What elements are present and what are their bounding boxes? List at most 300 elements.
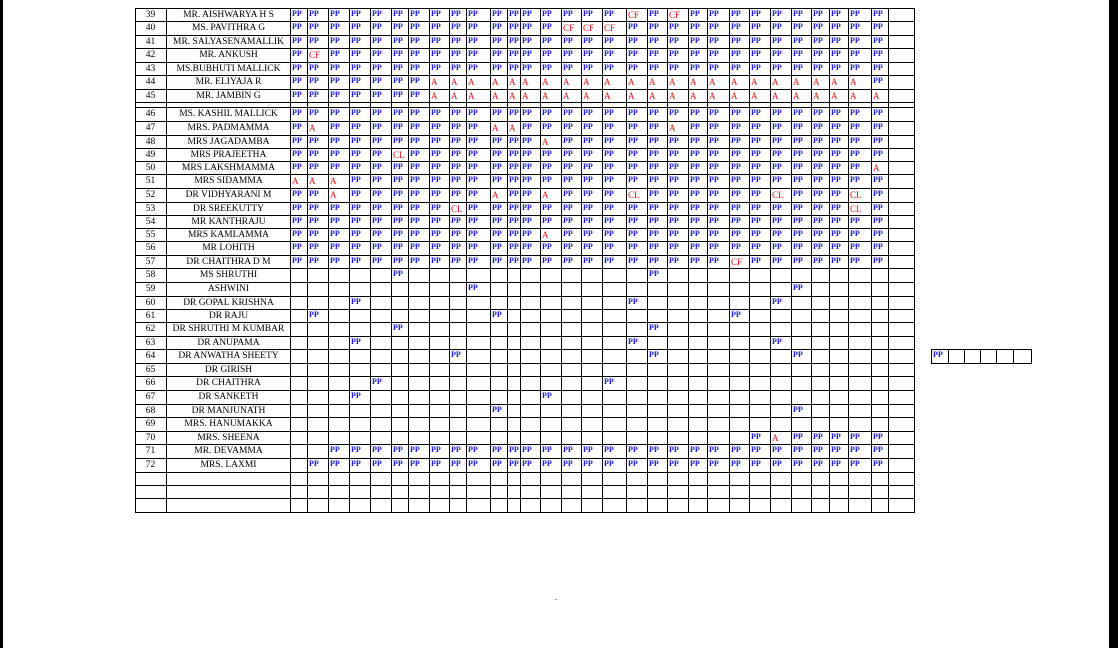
row-number: 67 xyxy=(145,392,156,402)
attendance-code: PP xyxy=(604,459,614,468)
attendance-code: PP xyxy=(351,216,361,225)
attendance-code: PP xyxy=(410,203,420,212)
attendance-code: PP xyxy=(604,9,614,18)
attendance-code: PP xyxy=(309,310,319,319)
attendance-code: PP xyxy=(292,203,302,212)
attendance-code: CL xyxy=(451,204,463,214)
attendance-code: PP xyxy=(583,108,593,117)
grid-line xyxy=(811,8,812,513)
attendance-code: PP xyxy=(604,162,614,171)
attendance-code: PP xyxy=(542,49,552,58)
attendance-code: A xyxy=(542,91,549,101)
row-number: 46 xyxy=(145,109,156,119)
right-edge xyxy=(1109,0,1118,648)
attendance-code: PP xyxy=(873,108,883,117)
attendance-code: PP xyxy=(393,122,403,131)
attendance-code: A xyxy=(542,137,549,147)
attendance-code: PP xyxy=(628,162,638,171)
attendance-code: PP xyxy=(669,49,679,58)
attendance-code: PP xyxy=(813,216,823,225)
attendance-code: PP xyxy=(451,9,461,18)
attendance-code: PP xyxy=(431,175,441,184)
attendance-code: PP xyxy=(309,9,319,18)
attendance-code: PP xyxy=(873,203,883,212)
attendance-code: PP xyxy=(649,350,659,359)
staff-name: MS. KASHIL MALLICK xyxy=(179,109,278,119)
attendance-code: PP xyxy=(330,22,340,31)
attendance-code: PP xyxy=(793,445,803,454)
attendance-code: PP xyxy=(850,22,860,31)
attendance-code: PP xyxy=(292,22,302,31)
document-page xyxy=(3,0,1109,648)
attendance-code: PP xyxy=(731,9,741,18)
attendance-code: PP xyxy=(393,108,403,117)
attendance-code: PP xyxy=(292,189,302,198)
attendance-code: PP xyxy=(351,149,361,158)
attendance-code: PP xyxy=(649,242,659,251)
attendance-code: PP xyxy=(492,445,502,454)
attendance-code: PP xyxy=(542,445,552,454)
attendance-code: PP xyxy=(292,149,302,158)
staff-name: MR. ELIYAJA R xyxy=(195,77,262,87)
attendance-code: A xyxy=(628,91,635,101)
attendance-code: PP xyxy=(522,175,532,184)
attendance-code: PP xyxy=(604,216,614,225)
attendance-code: PP xyxy=(583,203,593,212)
attendance-code: PP xyxy=(451,350,461,359)
attendance-code: PP xyxy=(813,162,823,171)
attendance-code: PP xyxy=(393,36,403,45)
attendance-code: PP xyxy=(292,63,302,72)
attendance-code: PP xyxy=(351,256,361,265)
attendance-code: PP xyxy=(410,162,420,171)
attendance-code: PP xyxy=(431,122,441,131)
attendance-code: PP xyxy=(393,49,403,58)
attendance-code: PP xyxy=(731,229,741,238)
attendance-code: PP xyxy=(690,445,700,454)
attendance-code: PP xyxy=(431,9,441,18)
attendance-code: PP xyxy=(522,162,532,171)
attendance-code: PP xyxy=(563,36,573,45)
attendance-code: PP xyxy=(372,377,382,386)
attendance-code: PP xyxy=(649,445,659,454)
attendance-code: PP xyxy=(793,122,803,131)
attendance-code: PP xyxy=(690,189,700,198)
attendance-code: A xyxy=(451,77,458,87)
attendance-code: PP xyxy=(690,229,700,238)
attendance-code: PP xyxy=(793,49,803,58)
attendance-code: PP xyxy=(731,203,741,212)
attendance-code: CL xyxy=(628,190,640,200)
attendance-code: PP xyxy=(351,189,361,198)
attendance-code: PP xyxy=(772,216,782,225)
attendance-code: PP xyxy=(522,36,532,45)
attendance-code: PP xyxy=(292,36,302,45)
attendance-code: PP xyxy=(813,189,823,198)
attendance-code: PP xyxy=(309,203,319,212)
attendance-code: PP xyxy=(813,22,823,31)
attendance-code: PP xyxy=(709,203,719,212)
row-number: 50 xyxy=(145,163,156,173)
staff-name: MRS KAMLAMMA xyxy=(187,230,270,240)
attendance-code: PP xyxy=(772,63,782,72)
attendance-code: A xyxy=(731,77,738,87)
attendance-code: PP xyxy=(351,175,361,184)
attendance-code: PP xyxy=(649,189,659,198)
attendance-code: PP xyxy=(709,136,719,145)
attendance-code: PP xyxy=(731,162,741,171)
attendance-code: A xyxy=(309,176,316,186)
grid-line xyxy=(349,8,350,513)
attendance-code: PP xyxy=(831,203,841,212)
grid-line xyxy=(135,363,915,364)
attendance-code: PP xyxy=(831,175,841,184)
grid-line xyxy=(667,8,668,513)
grid-line xyxy=(290,8,291,513)
attendance-code: PP xyxy=(309,76,319,85)
staff-name: DR CHAITHRA D M xyxy=(186,257,271,267)
attendance-code: PP xyxy=(372,49,382,58)
attendance-code: PP xyxy=(393,76,403,85)
grid-line xyxy=(931,363,1032,364)
attendance-code: PP xyxy=(731,175,741,184)
grid-line xyxy=(729,8,730,513)
attendance-code: PP xyxy=(628,63,638,72)
attendance-code: PP xyxy=(873,76,883,85)
attendance-code: A xyxy=(813,91,820,101)
attendance-code: PP xyxy=(372,445,382,454)
attendance-code: PP xyxy=(873,229,883,238)
attendance-code: PP xyxy=(628,108,638,117)
attendance-code: PP xyxy=(351,9,361,18)
attendance-code: A xyxy=(628,77,635,87)
attendance-code: PP xyxy=(813,229,823,238)
attendance-code: PP xyxy=(690,256,700,265)
grid-line xyxy=(931,349,1032,350)
attendance-code: PP xyxy=(468,459,478,468)
attendance-code: PP xyxy=(793,9,803,18)
attendance-code: PP xyxy=(709,108,719,117)
attendance-code: PP xyxy=(410,63,420,72)
attendance-code: PP xyxy=(690,242,700,251)
attendance-code: PP xyxy=(793,108,803,117)
attendance-code: PP xyxy=(731,445,741,454)
row-number: 70 xyxy=(145,433,156,443)
attendance-code: PP xyxy=(731,459,741,468)
attendance-code: PP xyxy=(873,445,883,454)
attendance-code: PP xyxy=(628,297,638,306)
attendance-code: PP xyxy=(522,189,532,198)
attendance-code: PP xyxy=(709,9,719,18)
attendance-code: PP xyxy=(509,216,519,225)
attendance-code: PP xyxy=(731,22,741,31)
attendance-code: A xyxy=(649,77,656,87)
attendance-code: PP xyxy=(873,9,883,18)
attendance-code: PP xyxy=(509,108,519,117)
grid-line xyxy=(829,8,830,513)
attendance-code: PP xyxy=(649,203,659,212)
attendance-code: PP xyxy=(709,122,719,131)
attendance-code: PP xyxy=(563,162,573,171)
attendance-code: A xyxy=(850,77,857,87)
attendance-code: PP xyxy=(509,242,519,251)
attendance-code: PP xyxy=(542,459,552,468)
attendance-code: A xyxy=(813,77,820,87)
row-number: 62 xyxy=(145,324,156,334)
attendance-code: PP xyxy=(831,459,841,468)
attendance-code: PP xyxy=(542,162,552,171)
attendance-code: PP xyxy=(330,216,340,225)
attendance-code: PP xyxy=(522,203,532,212)
attendance-code: PP xyxy=(372,189,382,198)
attendance-code: PP xyxy=(813,242,823,251)
attendance-code: PP xyxy=(772,459,782,468)
attendance-code: PP xyxy=(330,136,340,145)
staff-name: MRS. LAXMI xyxy=(200,460,257,470)
attendance-code: PP xyxy=(492,229,502,238)
attendance-code: PP xyxy=(873,49,883,58)
attendance-code: PP xyxy=(542,203,552,212)
attendance-code: PP xyxy=(410,189,420,198)
grid-line xyxy=(490,8,491,513)
attendance-code: PP xyxy=(492,36,502,45)
grid-line xyxy=(602,8,603,513)
attendance-code: PP xyxy=(393,269,403,278)
grid-line xyxy=(1013,349,1014,364)
attendance-code: PP xyxy=(410,90,420,99)
attendance-code: PP xyxy=(793,22,803,31)
grid-line xyxy=(848,8,849,513)
grid-line xyxy=(964,349,965,364)
attendance-code: PP xyxy=(393,162,403,171)
attendance-code: PP xyxy=(309,229,319,238)
attendance-code: PP xyxy=(563,216,573,225)
attendance-code: PP xyxy=(850,136,860,145)
attendance-code: PP xyxy=(813,256,823,265)
attendance-code: PP xyxy=(583,459,593,468)
staff-name: MR. DEVAMMA xyxy=(194,446,263,456)
attendance-code: PP xyxy=(468,445,478,454)
attendance-code: PP xyxy=(410,256,420,265)
attendance-code: PP xyxy=(690,9,700,18)
staff-name: MRS JAGADAMBA xyxy=(187,137,270,147)
attendance-code: PP xyxy=(509,203,519,212)
grid-line xyxy=(948,349,949,364)
attendance-code: PP xyxy=(850,63,860,72)
attendance-code: PP xyxy=(793,189,803,198)
attendance-code: PP xyxy=(831,216,841,225)
attendance-code: PP xyxy=(709,49,719,58)
attendance-code: PP xyxy=(604,445,614,454)
attendance-code: PP xyxy=(813,36,823,45)
attendance-code: A xyxy=(772,91,779,101)
row-number: 45 xyxy=(145,91,156,101)
attendance-code: PP xyxy=(831,256,841,265)
row-number: 59 xyxy=(145,284,156,294)
attendance-code: PP xyxy=(563,122,573,131)
attendance-code: PP xyxy=(583,445,593,454)
attendance-code: PP xyxy=(372,90,382,99)
attendance-code: PP xyxy=(731,63,741,72)
attendance-code: PP xyxy=(583,149,593,158)
attendance-code: PP xyxy=(330,242,340,251)
attendance-code: PP xyxy=(649,256,659,265)
attendance-code: PP xyxy=(690,136,700,145)
attendance-code: PP xyxy=(410,149,420,158)
grid-line xyxy=(996,349,997,364)
attendance-code: PP xyxy=(813,203,823,212)
attendance-code: PP xyxy=(372,149,382,158)
attendance-code: PP xyxy=(731,36,741,45)
attendance-code: PP xyxy=(563,203,573,212)
attendance-code: PP xyxy=(451,175,461,184)
attendance-code: PP xyxy=(451,189,461,198)
attendance-code: A xyxy=(583,77,590,87)
attendance-code: PP xyxy=(351,49,361,58)
attendance-code: PP xyxy=(522,63,532,72)
attendance-code: PP xyxy=(850,149,860,158)
attendance-code: PP xyxy=(583,242,593,251)
attendance-code: PP xyxy=(669,36,679,45)
staff-name: DR VIDHYARANI M xyxy=(185,190,272,200)
staff-name: MRS. PADMAMMA xyxy=(187,123,270,133)
attendance-code: PP xyxy=(492,149,502,158)
row-number: 52 xyxy=(145,190,156,200)
attendance-code: PP xyxy=(873,216,883,225)
attendance-code: PP xyxy=(451,63,461,72)
attendance-code: PP xyxy=(669,459,679,468)
attendance-code: PP xyxy=(563,229,573,238)
attendance-code: PP xyxy=(351,229,361,238)
attendance-code: PP xyxy=(583,162,593,171)
attendance-code: PP xyxy=(372,256,382,265)
grid-line xyxy=(328,8,329,513)
staff-name: MR. JAMBIN G xyxy=(196,91,261,101)
attendance-code: PP xyxy=(509,445,519,454)
attendance-code: PP xyxy=(563,459,573,468)
grid-line xyxy=(135,322,915,323)
staff-name: DR SHRUTHI M KUMBAR xyxy=(172,324,285,334)
attendance-code: PP xyxy=(451,108,461,117)
attendance-code: PP xyxy=(793,175,803,184)
attendance-code: PP xyxy=(850,229,860,238)
attendance-code: A xyxy=(669,77,676,87)
attendance-code: PP xyxy=(793,229,803,238)
attendance-code: A xyxy=(669,123,676,133)
attendance-code: PP xyxy=(330,122,340,131)
attendance-code: PP xyxy=(468,63,478,72)
attendance-code: PP xyxy=(831,136,841,145)
grid-line xyxy=(914,8,915,513)
attendance-code: PP xyxy=(709,445,719,454)
attendance-code: PP xyxy=(431,242,441,251)
attendance-code: PP xyxy=(563,63,573,72)
attendance-code: PP xyxy=(709,256,719,265)
attendance-code: PP xyxy=(451,229,461,238)
attendance-code: PP xyxy=(372,459,382,468)
attendance-code: PP xyxy=(583,63,593,72)
attendance-code: PP xyxy=(393,175,403,184)
attendance-code: PP xyxy=(542,256,552,265)
attendance-code: PP xyxy=(813,149,823,158)
attendance-code: CL xyxy=(850,190,862,200)
attendance-code: PP xyxy=(351,297,361,306)
attendance-code: PP xyxy=(372,229,382,238)
attendance-code: PP xyxy=(751,149,761,158)
attendance-code: PP xyxy=(628,122,638,131)
attendance-code: PP xyxy=(292,256,302,265)
attendance-code: PP xyxy=(451,49,461,58)
attendance-code: PP xyxy=(751,9,761,18)
attendance-code: A xyxy=(709,77,716,87)
staff-name: ASHWINI xyxy=(207,284,250,294)
grid-line xyxy=(135,498,915,499)
attendance-code: PP xyxy=(628,337,638,346)
grid-line xyxy=(135,472,915,473)
staff-name: DR CHAITHRA xyxy=(196,378,261,388)
attendance-code: PP xyxy=(751,459,761,468)
staff-name: DR MANJUNATH xyxy=(191,406,266,416)
attendance-code: PP xyxy=(330,162,340,171)
staff-name: MR. AISHWARYA H S xyxy=(183,10,274,20)
attendance-code: PP xyxy=(372,136,382,145)
attendance-code: PP xyxy=(873,432,883,441)
attendance-code: PP xyxy=(649,216,659,225)
attendance-code: PP xyxy=(393,459,403,468)
attendance-code: PP xyxy=(393,22,403,31)
attendance-code: PP xyxy=(522,136,532,145)
attendance-code: PP xyxy=(372,76,382,85)
staff-name: DR GIRISH xyxy=(204,365,253,375)
attendance-code: PP xyxy=(793,459,803,468)
attendance-code: PP xyxy=(649,229,659,238)
row-number: 51 xyxy=(145,176,156,186)
attendance-code: PP xyxy=(542,9,552,18)
attendance-code: PP xyxy=(509,459,519,468)
attendance-code: PP xyxy=(468,229,478,238)
attendance-code: PP xyxy=(468,36,478,45)
attendance-code: PP xyxy=(772,22,782,31)
attendance-code: PP xyxy=(850,216,860,225)
attendance-code: PP xyxy=(542,216,552,225)
attendance-code: A xyxy=(772,433,779,443)
attendance-code: PP xyxy=(850,36,860,45)
attendance-code: PP xyxy=(751,203,761,212)
staff-name: DR ANWATHA SHEETY xyxy=(178,351,279,361)
attendance-code: PP xyxy=(330,108,340,117)
attendance-code: PP xyxy=(751,122,761,131)
attendance-code: CL xyxy=(772,190,784,200)
attendance-code: PP xyxy=(772,49,782,58)
attendance-code: PP xyxy=(873,149,883,158)
attendance-code: PP xyxy=(351,459,361,468)
attendance-code: PP xyxy=(309,36,319,45)
attendance-code: PP xyxy=(351,122,361,131)
row-number: 42 xyxy=(145,50,156,60)
row-number: 47 xyxy=(145,123,156,133)
attendance-code: PP xyxy=(793,216,803,225)
grid-line xyxy=(1031,349,1032,364)
attendance-code: PP xyxy=(330,90,340,99)
attendance-code: PP xyxy=(604,36,614,45)
attendance-code: PP xyxy=(690,108,700,117)
attendance-code: PP xyxy=(772,297,782,306)
grid-line xyxy=(449,8,450,513)
attendance-code: PP xyxy=(431,203,441,212)
attendance-code: PP xyxy=(351,108,361,117)
attendance-code: PP xyxy=(649,459,659,468)
attendance-code: PP xyxy=(628,216,638,225)
